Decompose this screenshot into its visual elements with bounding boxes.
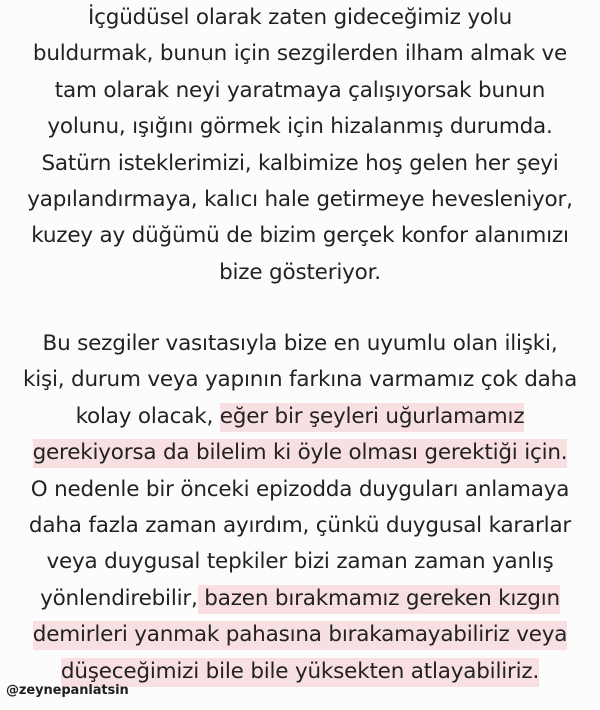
paragraph-2-line (8, 581, 592, 617)
paragraph-2-line (8, 617, 592, 653)
highlighted-text: bazen bırakmamız gereken kızgın (198, 585, 560, 614)
paragraph-2-line: Bu sezgiler vasıtasıyla bize en uyumlu olan ilişki, (42, 331, 558, 356)
paragraph-1-line: kuzey ay düğümü de bizim gerçek konfor alanımızı (31, 223, 569, 249)
paragraph-1-line: Satürn isteklerimizi, kalbimize hoş gelen her şeyi (41, 150, 559, 176)
plain-text: kolay olacak, (75, 403, 220, 429)
highlighted-text: eğer bir şeyleri uğurlamamız (220, 403, 525, 432)
paragraph-2-line: kişi, durum veya yapının farkına varmamız çok daha (22, 367, 578, 393)
paragraph-1-line: buldurmak, bunun için sezgilerden ilham almak ve (32, 41, 568, 67)
paragraph-1 (8, 0, 592, 291)
paragraph-1-line: yolunu, ışığını görmek için hizalanmış durumda. (47, 114, 553, 140)
paragraph-2-line (8, 435, 592, 471)
paragraph-1-line: bize gösteriyor. (219, 259, 381, 285)
paragraph-2-line: O nedenle bir önceki epizodda duyguları anlamaya (30, 476, 570, 502)
paragraph-1-line: yapılandırmaya, kalıcı hale getirmeye hevesleniyor, (27, 187, 573, 213)
paragraph-1-line: tam olarak neyi yaratmaya çalışıyorsak bunun (54, 77, 546, 103)
paragraph-2 (8, 326, 592, 690)
author-handle: @zeynepanlatsin (6, 683, 129, 698)
highlighted-text: düşeceğimizi bile bile yüksekten atlayabiliriz. (61, 658, 539, 687)
plain-text: yönlendirebilir, (40, 585, 198, 611)
paragraph-2-line: veya duygusal tepkiler bizi zaman zaman yanlış (46, 549, 554, 575)
paragraph-1-line: İçgüdüsel olarak zaten gideceğimiz yolu (87, 5, 512, 30)
paragraph-2-line: daha fazla zaman ayırdım, çünkü duygusal kararlar (28, 513, 572, 539)
highlighted-text: gerekiyorsa da bilelim ki öyle olması gerektiği için. (33, 439, 568, 468)
highlighted-text: demirleri yanmak pahasına bırakamayabiliriz veya (33, 621, 568, 650)
paragraph-2-line (8, 399, 592, 435)
